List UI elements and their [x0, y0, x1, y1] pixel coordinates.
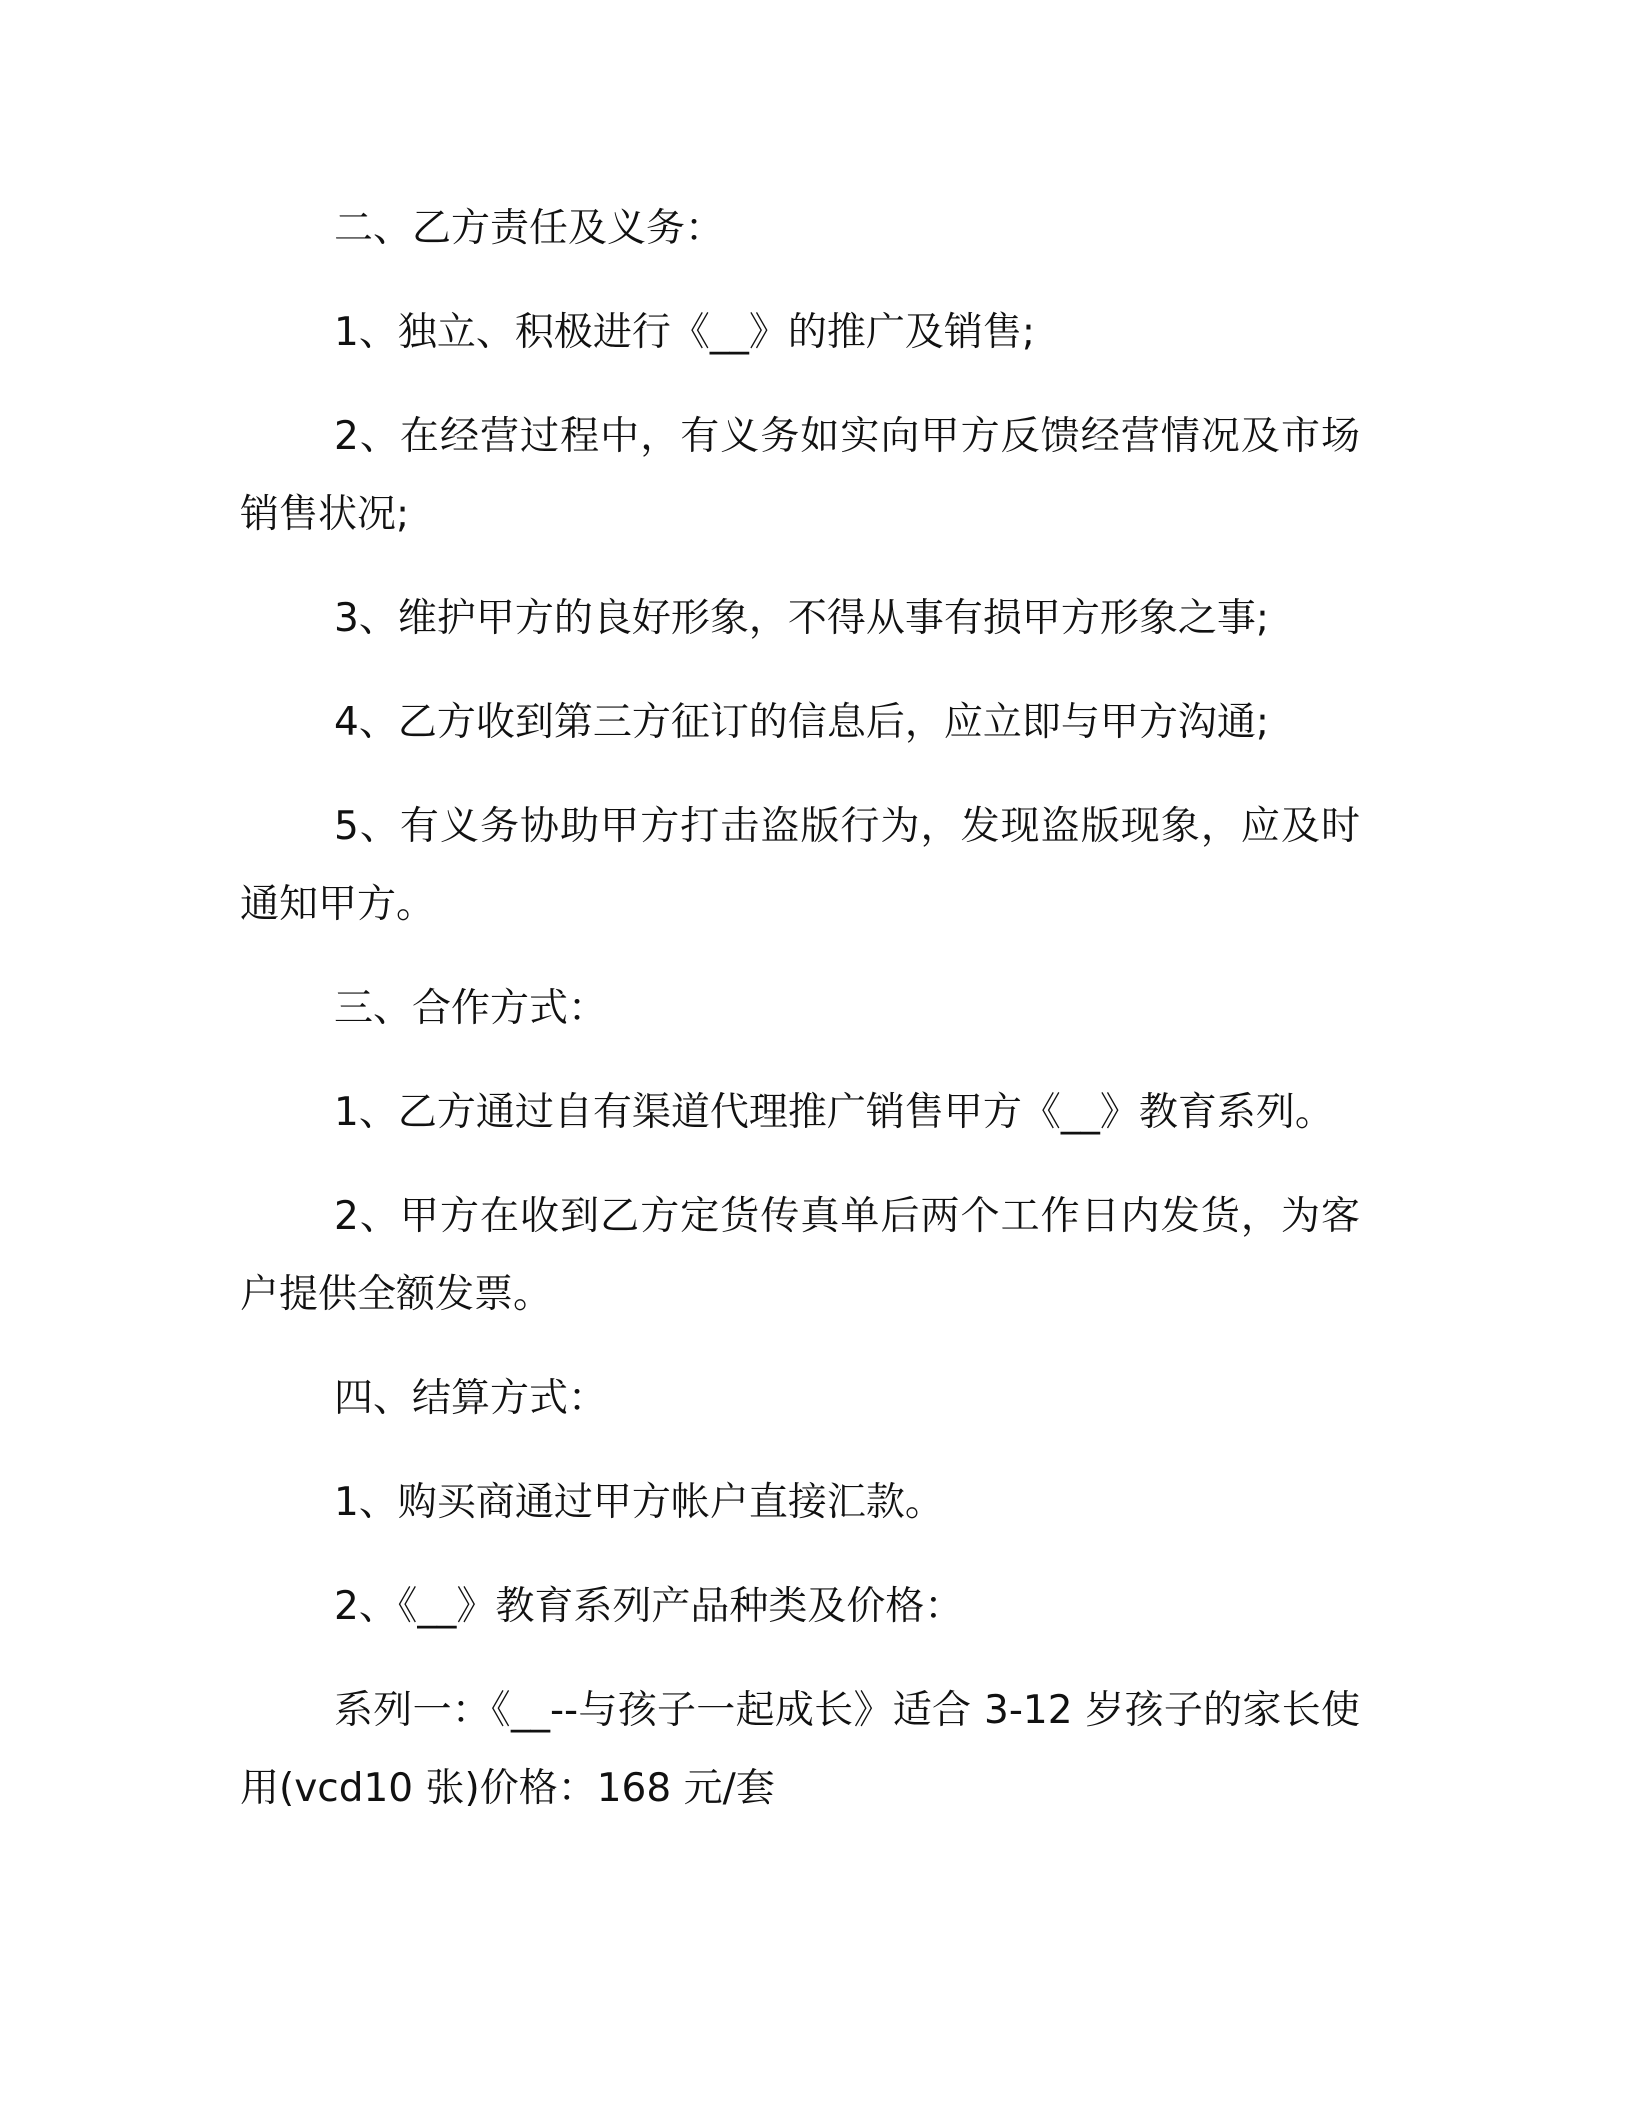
cooperation-item-1: 1、乙方通过自有渠道代理推广销售甲方《__》教育系列。: [334, 1090, 1334, 1135]
section-heading-settlement: 四、结算方式：: [334, 1376, 608, 1421]
document-body: [240, 190, 1360, 1854]
section-heading-party-b-duties: 二、乙方责任及义务：: [334, 206, 725, 251]
duty-item-3: 3、维护甲方的良好形象，不得从事有损甲方形象之事;: [334, 596, 1269, 641]
settlement-item-2: 2、《__》教育系列产品种类及价格：: [334, 1584, 964, 1629]
section-heading-cooperation: 三、合作方式：: [334, 986, 608, 1031]
duty-item-5: 5、有义务协助甲方打击盗版行为，发现盗版现象，应及时通知甲方。: [240, 804, 1360, 927]
duty-item-4: 4、乙方收到第三方征订的信息后，应立即与甲方沟通;: [334, 700, 1269, 745]
cooperation-item-2: 2、甲方在收到乙方定货传真单后两个工作日内发货，为客户提供全额发票。: [240, 1194, 1360, 1317]
duty-item-2: 2、在经营过程中，有义务如实向甲方反馈经营情况及市场销售状况;: [240, 414, 1360, 537]
duty-item-1: 1、独立、积极进行《__》的推广及销售;: [334, 310, 1035, 355]
product-series-1: 系列一：《__--与孩子一起成长》适合 3-12 岁孩子的家长使用(vcd10 张)价格：168 元/套: [240, 1688, 1360, 1811]
settlement-item-1: 1、购买商通过甲方帐户直接汇款。: [334, 1480, 944, 1525]
